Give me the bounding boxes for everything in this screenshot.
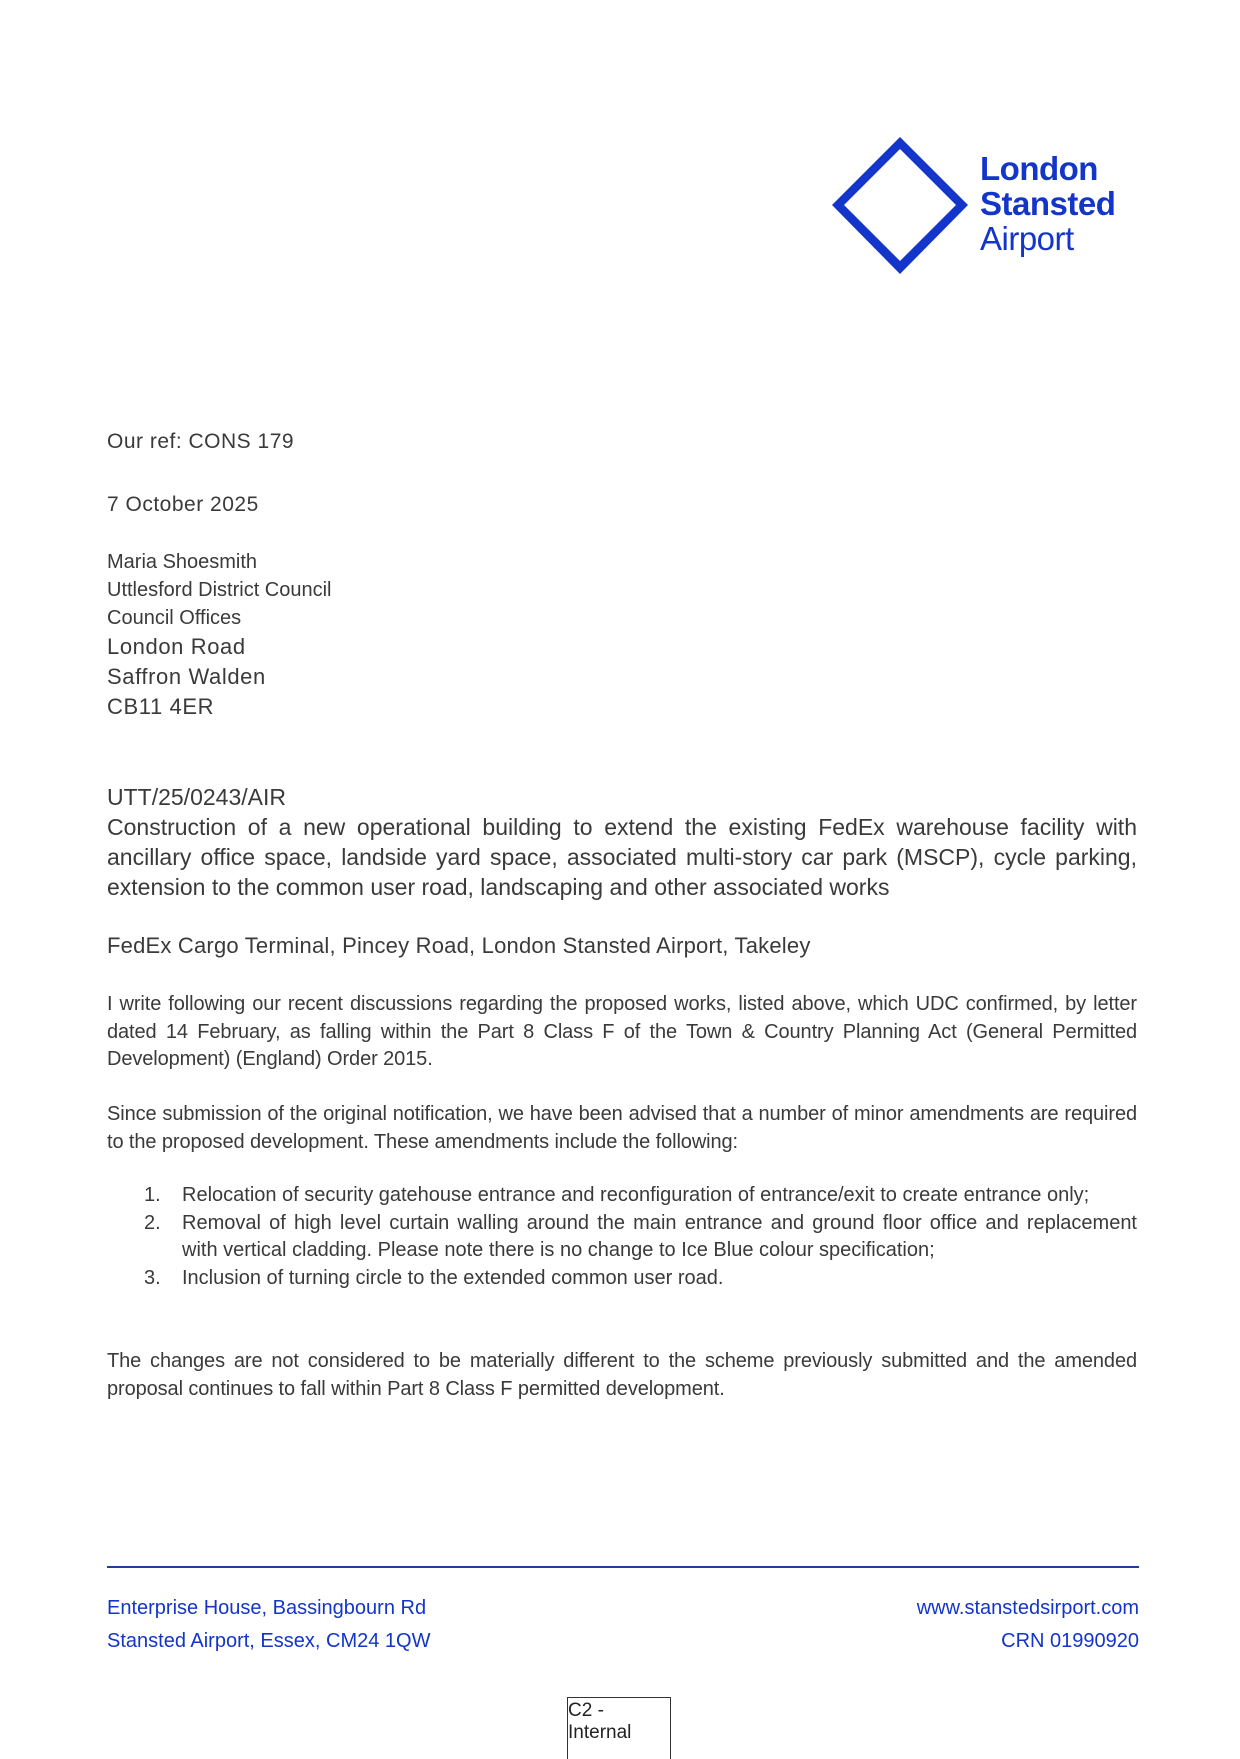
logo-wordmark	[980, 151, 1115, 256]
list-item-text: Relocation of security gatehouse entrance and reconfiguration of entrance/exit to create entrance only;	[182, 1184, 1090, 1206]
footer-address	[107, 1592, 430, 1658]
site-location: FedEx Cargo Terminal, Pincey Road, London Stansted Airport, Takeley	[107, 933, 811, 958]
amendments-list	[107, 1182, 1137, 1292]
list-item	[107, 1265, 1137, 1293]
list-item-number: 3.	[144, 1266, 161, 1289]
list-item-text: Removal of high level curtain walling around the main entrance and ground floor office and replacement with vertical cladding. Please note there is no change to Ice Blue colour specification;	[182, 1211, 1137, 1261]
list-item-text: Inclusion of turning circle to the extended common user road.	[182, 1266, 724, 1289]
our-reference: Our ref: CONS 179	[107, 430, 295, 453]
recipient-organisation: Uttlesford District Council	[107, 579, 332, 601]
body-paragraph-2: Since submission of the original notification, we have been advised that a number of minor amendments are required to the proposed development. These amendments include the following:	[107, 1103, 1137, 1153]
recipient-address	[107, 548, 1137, 722]
body-paragraph-1: I write following our recent discussions regarding the proposed works, listed above, which UDC confirmed, by letter dated 14 February, as falling within the Part 8 Class F of the Town & Country Planning Act (General Permitted Development) (England) Order 2015.	[107, 993, 1137, 1070]
footer-address-line-1: Enterprise House, Bassingbourn Rd	[107, 1597, 427, 1619]
list-item-number: 1.	[144, 1184, 161, 1206]
footer-company-info	[917, 1592, 1139, 1658]
logo-line-airport: Airport	[980, 220, 1074, 257]
letter-subject	[107, 782, 1137, 902]
list-item	[107, 1182, 1137, 1210]
recipient-street: London Road	[107, 634, 246, 659]
footer-address-line-2: Stansted Airport, Essex, CM24 1QW	[107, 1630, 431, 1652]
recipient-town: Saffron Walden	[107, 664, 266, 689]
classification-label: C2 - Internal	[567, 1697, 671, 1759]
logo-line-stansted: Stansted	[980, 185, 1116, 222]
body-paragraph-3: The changes are not considered to be materially different to the scheme previously submitted and the amended proposal continues to fall within Part 8 Class F permitted development.	[107, 1350, 1137, 1400]
recipient-postcode: CB11 4ER	[107, 694, 215, 719]
company-logo	[832, 137, 1152, 277]
recipient-building: Council Offices	[107, 607, 242, 629]
subject-description: Construction of a new operational building to extend the existing FedEx warehouse facility with ancillary office space, landside yard space, associated multi-story car park (MSCP), cycle parking, extension to the common user road, landscaping and other associated works	[107, 814, 1137, 900]
diamond-logo-icon	[832, 137, 968, 274]
logo-line-london: London	[980, 150, 1098, 187]
list-item-number: 2.	[144, 1211, 161, 1234]
list-item	[107, 1210, 1137, 1265]
recipient-name: Maria Shoesmith	[107, 551, 258, 573]
footer-divider	[107, 1566, 1139, 1568]
footer-website-link[interactable]: www.stanstedsirport.com	[916, 1597, 1139, 1619]
planning-reference: UTT/25/0243/AIR	[107, 784, 286, 810]
footer-crn: CRN 01990920	[1001, 1630, 1139, 1652]
letter-date: 7 October 2025	[107, 493, 259, 516]
